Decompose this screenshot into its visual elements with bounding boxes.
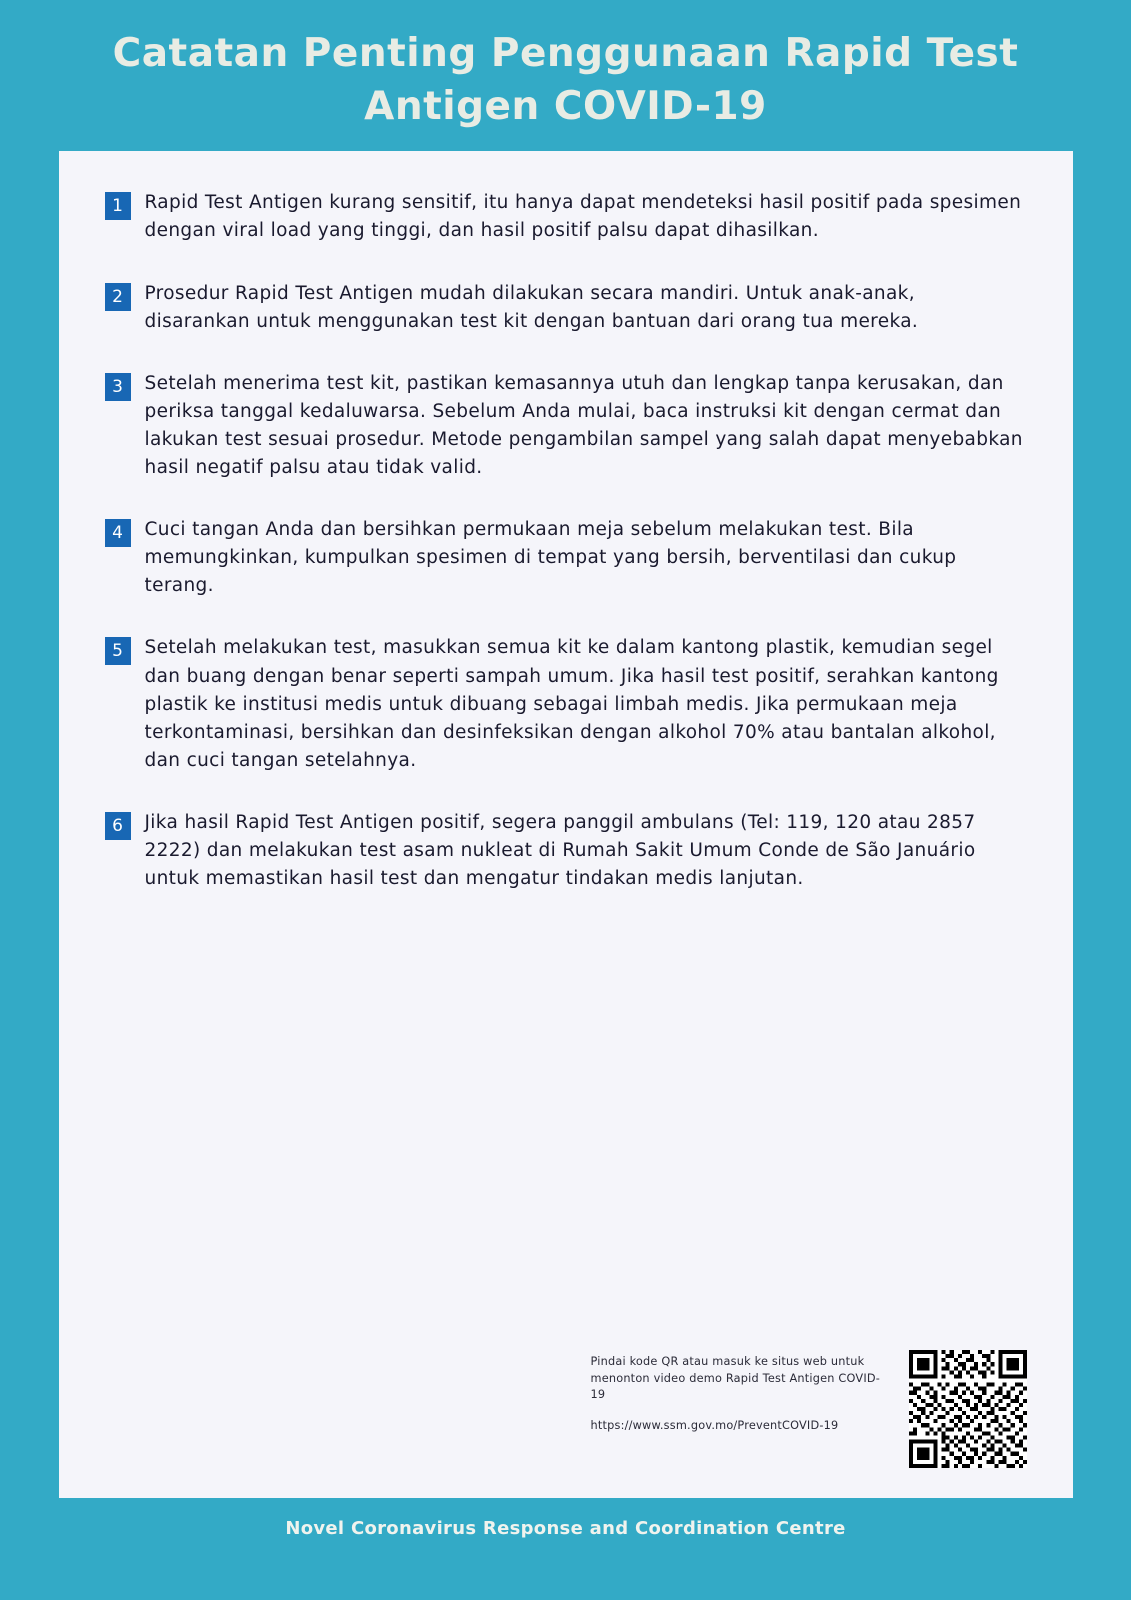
list-item bbox=[105, 370, 1027, 482]
item-text: Prosedur Rapid Test Antigen mudah dilakukan secara mandiri. Untuk anak-anak, disarankan untuk menggunakan test kit dengan bantuan dari orang tua mereka. bbox=[144, 282, 919, 332]
page-title: Catatan Penting Penggunaan Rapid Test Antigen COVID-19 bbox=[112, 31, 1019, 129]
list-item bbox=[105, 189, 1027, 245]
item-text: Setelah menerima test kit, pastikan kemasannya utuh dan lengkap tanpa kerusakan, dan periksa tanggal kedaluwarsa. Sebelum Anda mulai, baca instruksi kit dengan cermat dan lakukan test sesuai prosedur. Metode pengambilan sampel yang salah dapat menyebabkan hasil negatif palsu atau tidak valid. bbox=[144, 372, 1023, 479]
item-text: Cuci tangan Anda dan bersihkan permukaan meja sebelum melakukan test. Bila memungkinkan, kumpulkan spesimen di tempat yang bersih, berventilasi dan cukup terang. bbox=[144, 519, 957, 597]
item-text: Jika hasil Rapid Test Antigen positif, segera panggil ambulans (Tel: 119, 120 atau 2857 2222) dan melakukan test asam nukleat di Rumah Sakit Umum Conde de São Januário untuk memastikan hasil test dan mengatur tindakan medis lanjutan. bbox=[144, 812, 976, 890]
qr-section bbox=[105, 1350, 1027, 1468]
qr-url[interactable]: https://www.ssm.gov.mo/PreventCOVID-19 bbox=[590, 1419, 839, 1433]
item-text: Setelah melakukan test, masukkan semua kit ke dalam kantong plastik, kemudian segel dan buang dengan benar seperti sampah umum. Jika hasil test positif, serahkan kantong plastik ke institusi medis untuk dibuang sebagai limbah medis. Jika permukaan meja terkontaminasi, bersihkan dan desinfeksikan dengan alkohol 70% atau bantalan alkohol, dan cuci tangan setelahnya. bbox=[144, 637, 999, 771]
qr-instruction-text: Pindai kode QR atau masuk ke situs web untuk menonton video demo Rapid Test Antigen COVID-19 bbox=[590, 1355, 881, 1402]
list-item bbox=[105, 809, 1027, 893]
list-item bbox=[105, 280, 1027, 336]
item-number-badge: 6 bbox=[105, 812, 131, 840]
list-item bbox=[105, 634, 1027, 775]
item-number-badge: 5 bbox=[105, 637, 131, 665]
item-number-badge: 1 bbox=[105, 192, 131, 220]
list-item bbox=[105, 516, 1027, 600]
item-text: Rapid Test Antigen kurang sensitif, itu hanya dapat mendeteksi hasil positif pada spesimen dengan viral load yang tinggi, dan hasil positif palsu dapat dihasilkan. bbox=[144, 192, 1022, 242]
footer-organization: Novel Coronavirus Response and Coordination Centre bbox=[285, 1518, 846, 1540]
qr-code-graphic bbox=[909, 1350, 1027, 1468]
item-number-badge: 4 bbox=[105, 519, 131, 547]
item-number-badge: 2 bbox=[105, 283, 131, 311]
qr-code-icon[interactable] bbox=[909, 1350, 1027, 1468]
content-card bbox=[59, 151, 1073, 1498]
item-number-badge: 3 bbox=[105, 373, 131, 401]
